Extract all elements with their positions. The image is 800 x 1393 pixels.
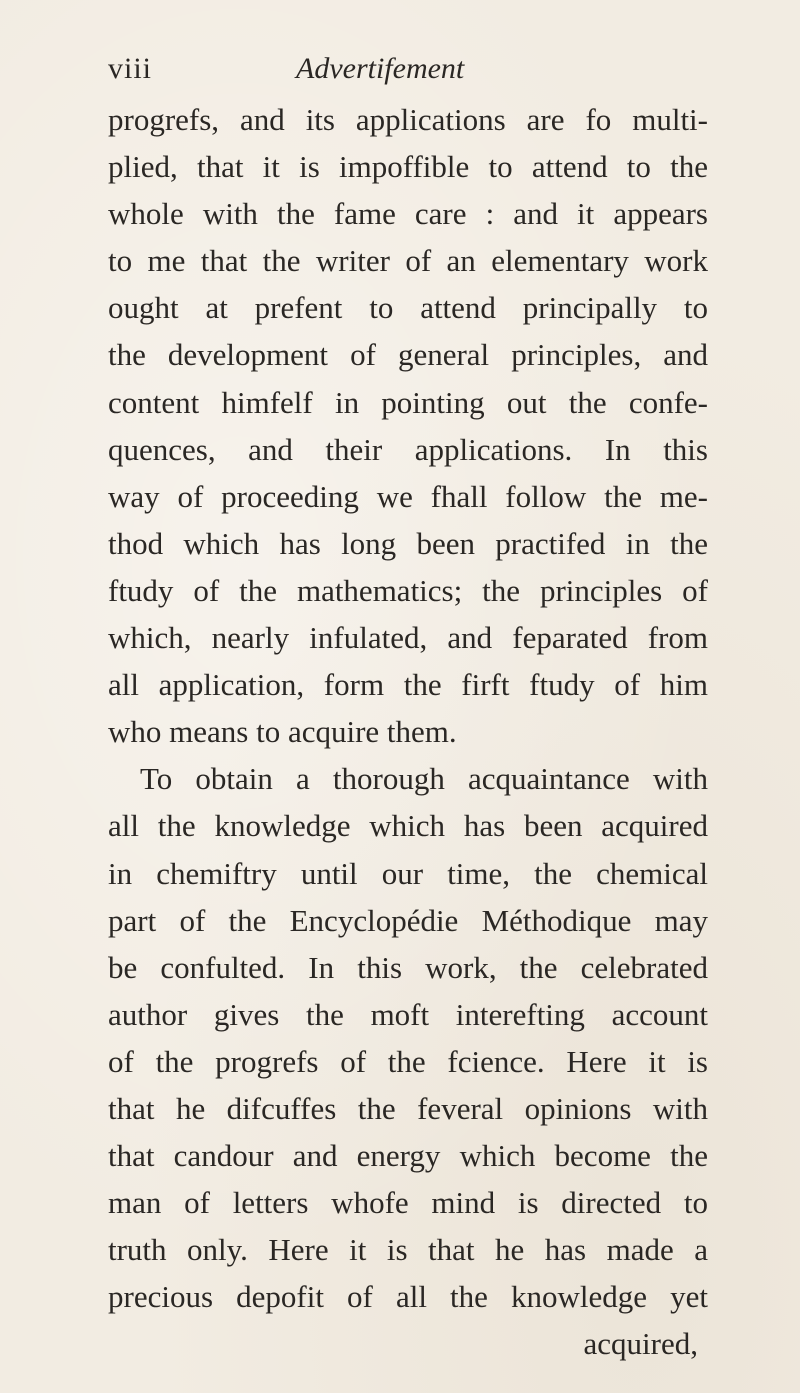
text-line: the development of general principles, and <box>108 337 708 373</box>
text-line: quences, and their applications. In this <box>108 431 708 467</box>
text-line: that candour and energy which become the <box>108 1138 708 1174</box>
text-line: all the knowledge which has been acquired <box>108 808 708 844</box>
text-line: be confulted. In this work, the celebrated <box>108 949 708 985</box>
text-line: all application, form the firft ftudy of him <box>108 667 708 703</box>
running-head <box>108 52 708 92</box>
text-line: in chemiftry until our time, the chemical <box>108 855 708 891</box>
text-line: man of letters whofe mind is directed to <box>108 1185 708 1221</box>
text-line: progrefs, and its applications are fo multi- <box>108 102 708 137</box>
body-text <box>108 96 708 1368</box>
text-line: way of proceeding we fhall follow the me- <box>108 478 708 514</box>
text-line: author gives the moft interefting account <box>108 996 708 1032</box>
text-line: to me that the writer of an elementary work <box>108 243 708 279</box>
text-line: plied, that it is impoffible to attend to the <box>108 149 708 185</box>
page-number: viii <box>108 52 153 85</box>
text-line: thod which has long been practifed in the <box>108 525 708 561</box>
text-line: truth only. Here it is that he has made a <box>108 1232 708 1268</box>
text-line: who means to acquire them. <box>108 714 457 750</box>
text-line: content himfelf in pointing out the confe- <box>108 384 708 420</box>
running-head-title: Advertifement <box>296 52 465 85</box>
text-line: that he difcuffes the feveral opinions with <box>108 1090 708 1126</box>
text-line: ought at prefent to attend principally to <box>108 290 708 326</box>
text-line: precious depofit of all the knowledge yet <box>108 1279 708 1315</box>
text-line: whole with the fame care : and it appears <box>108 196 708 232</box>
catchword: acquired, <box>583 1326 698 1362</box>
text-line: of the progrefs of the fcience. Here it is <box>108 1043 708 1079</box>
text-line: ftudy of the mathematics; the principles of <box>108 572 708 608</box>
text-line: To obtain a thorough acquaintance with <box>140 761 708 797</box>
text-line: part of the Encyclopédie Méthodique may <box>108 902 708 938</box>
text-line: which, nearly infulated, and feparated from <box>108 620 708 656</box>
